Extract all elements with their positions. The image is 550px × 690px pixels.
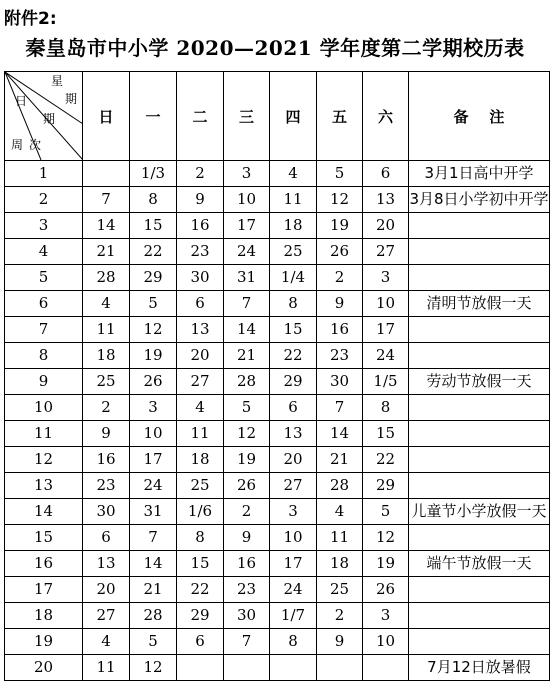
date-cell: 30 (317, 369, 363, 395)
week-number-cell: 18 (5, 603, 83, 629)
date-cell: 28 (317, 473, 363, 499)
header-saturday: 六 (363, 72, 409, 161)
date-cell: 14 (317, 421, 363, 447)
date-cell: 31 (224, 265, 270, 291)
week-number-cell: 12 (5, 447, 83, 473)
page-title: 秦皇岛市中小学 2020—2021 学年度第二学期校历表 (25, 36, 525, 60)
date-cell: 22 (363, 447, 409, 473)
date-cell: 23 (177, 239, 224, 265)
date-cell: 11 (177, 421, 224, 447)
week-number-cell: 3 (5, 213, 83, 239)
date-cell: 26 (317, 239, 363, 265)
date-cell: 21 (83, 239, 130, 265)
date-cell: 20 (83, 577, 130, 603)
date-cell: 10 (363, 291, 409, 317)
week-row (5, 421, 550, 447)
date-cell: 19 (224, 447, 270, 473)
week-number-cell: 17 (5, 577, 83, 603)
date-cell: 13 (83, 551, 130, 577)
date-cell: 20 (363, 213, 409, 239)
date-cell: 9 (317, 629, 363, 655)
date-cell: 17 (224, 213, 270, 239)
date-cell: 25 (83, 369, 130, 395)
date-cell: 20 (177, 343, 224, 369)
week-row (5, 161, 550, 187)
date-cell: 1/6 (177, 499, 224, 525)
date-cell: 29 (177, 603, 224, 629)
note-cell: 3月1日高中开学 (409, 161, 550, 187)
date-cell: 7 (224, 629, 270, 655)
date-cell: 14 (224, 317, 270, 343)
note-cell (409, 395, 550, 421)
week-number-cell: 6 (5, 291, 83, 317)
date-cell: 24 (363, 343, 409, 369)
week-row (5, 525, 550, 551)
date-cell: 24 (130, 473, 177, 499)
date-cell: 5 (130, 291, 177, 317)
note-cell (409, 343, 550, 369)
week-row (5, 655, 550, 681)
date-cell: 3 (363, 265, 409, 291)
date-cell: 3 (130, 395, 177, 421)
header-notes: 备 注 (409, 72, 550, 161)
week-row (5, 265, 550, 291)
date-cell: 1/3 (130, 161, 177, 187)
note-cell: 儿童节小学放假一天 (409, 499, 550, 525)
note-cell (409, 603, 550, 629)
date-cell: 9 (317, 291, 363, 317)
week-number-cell: 10 (5, 395, 83, 421)
note-cell (409, 213, 550, 239)
date-cell: 21 (130, 577, 177, 603)
note-cell: 端午节放假一天 (409, 551, 550, 577)
week-number-cell: 1 (5, 161, 83, 187)
date-cell: 1/4 (270, 265, 317, 291)
date-cell: 22 (270, 343, 317, 369)
week-number-cell: 4 (5, 239, 83, 265)
week-number-cell: 8 (5, 343, 83, 369)
date-cell: 12 (130, 317, 177, 343)
date-cell: 4 (317, 499, 363, 525)
date-cell: 5 (224, 395, 270, 421)
note-cell (409, 629, 550, 655)
date-cell: 21 (224, 343, 270, 369)
date-cell: 16 (317, 317, 363, 343)
date-cell: 2 (224, 499, 270, 525)
date-cell: 5 (317, 161, 363, 187)
date-cell: 27 (270, 473, 317, 499)
date-cell (83, 161, 130, 187)
date-cell: 22 (177, 577, 224, 603)
date-cell: 17 (270, 551, 317, 577)
week-row (5, 187, 550, 213)
note-cell (409, 421, 550, 447)
header-tuesday: 二 (177, 72, 224, 161)
date-cell: 12 (317, 187, 363, 213)
date-cell: 17 (363, 317, 409, 343)
date-cell: 4 (83, 291, 130, 317)
note-cell (409, 265, 550, 291)
note-cell (409, 577, 550, 603)
school-calendar-table (4, 71, 550, 681)
week-number-cell: 11 (5, 421, 83, 447)
date-cell: 7 (224, 291, 270, 317)
date-cell: 6 (177, 629, 224, 655)
date-cell: 29 (130, 265, 177, 291)
corner-label-xing: 星 (51, 74, 64, 88)
header-thursday: 四 (270, 72, 317, 161)
date-cell: 12 (363, 525, 409, 551)
date-cell: 31 (130, 499, 177, 525)
date-cell: 3 (224, 161, 270, 187)
date-cell: 23 (83, 473, 130, 499)
week-number-cell: 15 (5, 525, 83, 551)
date-cell: 27 (177, 369, 224, 395)
date-cell: 18 (317, 551, 363, 577)
date-cell: 16 (83, 447, 130, 473)
date-cell: 10 (130, 421, 177, 447)
date-cell: 30 (83, 499, 130, 525)
date-cell: 25 (177, 473, 224, 499)
date-cell: 23 (317, 343, 363, 369)
date-cell: 1/7 (270, 603, 317, 629)
date-cell: 9 (83, 421, 130, 447)
date-cell: 11 (83, 655, 130, 681)
date-cell: 24 (270, 577, 317, 603)
date-cell: 19 (130, 343, 177, 369)
header-monday: 一 (130, 72, 177, 161)
date-cell: 8 (270, 629, 317, 655)
date-cell: 18 (177, 447, 224, 473)
date-cell: 28 (83, 265, 130, 291)
date-cell: 6 (270, 395, 317, 421)
date-cell: 4 (270, 161, 317, 187)
week-number-cell: 13 (5, 473, 83, 499)
week-row (5, 577, 550, 603)
date-cell: 27 (83, 603, 130, 629)
week-number-cell: 16 (5, 551, 83, 577)
week-number-cell: 7 (5, 317, 83, 343)
date-cell: 7 (130, 525, 177, 551)
note-cell (409, 447, 550, 473)
week-number-cell: 19 (5, 629, 83, 655)
header-row (5, 72, 550, 161)
note-cell: 劳动节放假一天 (409, 369, 550, 395)
note-cell (409, 525, 550, 551)
date-cell: 9 (224, 525, 270, 551)
date-cell: 18 (270, 213, 317, 239)
date-cell: 18 (83, 343, 130, 369)
week-row (5, 213, 550, 239)
week-row (5, 291, 550, 317)
date-cell: 13 (270, 421, 317, 447)
date-cell: 24 (224, 239, 270, 265)
date-cell: 30 (177, 265, 224, 291)
header-wednesday: 三 (224, 72, 270, 161)
week-row (5, 395, 550, 421)
date-cell: 15 (130, 213, 177, 239)
date-cell: 15 (177, 551, 224, 577)
note-cell: 3月8日小学初中开学 (409, 187, 550, 213)
date-cell: 7 (83, 187, 130, 213)
date-cell (317, 655, 363, 681)
date-cell: 2 (83, 395, 130, 421)
week-row (5, 499, 550, 525)
note-cell: 7月12日放暑假 (409, 655, 550, 681)
date-cell (363, 655, 409, 681)
date-cell: 22 (130, 239, 177, 265)
date-cell: 2 (317, 265, 363, 291)
date-cell: 15 (363, 421, 409, 447)
date-cell: 26 (130, 369, 177, 395)
date-cell: 28 (130, 603, 177, 629)
corner-label-qi-1: 期 (65, 92, 78, 106)
week-row (5, 239, 550, 265)
date-cell: 4 (177, 395, 224, 421)
date-cell: 5 (363, 499, 409, 525)
date-cell: 25 (317, 577, 363, 603)
date-cell: 26 (363, 577, 409, 603)
date-cell: 10 (224, 187, 270, 213)
date-cell: 3 (270, 499, 317, 525)
header-friday: 五 (317, 72, 363, 161)
date-cell: 16 (224, 551, 270, 577)
date-cell (270, 655, 317, 681)
note-cell: 清明节放假一天 (409, 291, 550, 317)
date-cell: 12 (224, 421, 270, 447)
date-cell: 8 (177, 525, 224, 551)
week-number-cell: 20 (5, 655, 83, 681)
week-row (5, 473, 550, 499)
date-cell: 23 (224, 577, 270, 603)
date-cell: 27 (363, 239, 409, 265)
date-cell: 15 (270, 317, 317, 343)
date-cell: 11 (270, 187, 317, 213)
date-cell: 25 (270, 239, 317, 265)
note-cell (409, 239, 550, 265)
date-cell: 5 (130, 629, 177, 655)
date-cell: 14 (130, 551, 177, 577)
date-cell: 8 (363, 395, 409, 421)
week-row (5, 629, 550, 655)
date-cell: 10 (270, 525, 317, 551)
corner-label-ri: 日 (15, 94, 28, 108)
date-cell: 21 (317, 447, 363, 473)
date-cell: 7 (317, 395, 363, 421)
date-cell: 12 (130, 655, 177, 681)
date-cell: 4 (83, 629, 130, 655)
date-cell (224, 655, 270, 681)
corner-label-ci: 次 (29, 138, 42, 152)
date-cell: 19 (363, 551, 409, 577)
date-cell: 13 (363, 187, 409, 213)
date-cell: 14 (83, 213, 130, 239)
date-cell: 9 (177, 187, 224, 213)
date-cell: 17 (130, 447, 177, 473)
date-cell: 29 (270, 369, 317, 395)
week-row (5, 447, 550, 473)
week-row (5, 603, 550, 629)
date-cell: 28 (224, 369, 270, 395)
date-cell: 19 (317, 213, 363, 239)
header-sunday: 日 (83, 72, 130, 161)
date-cell: 13 (177, 317, 224, 343)
corner-label-qi-2: 期 (43, 112, 56, 126)
date-cell: 8 (130, 187, 177, 213)
note-cell (409, 473, 550, 499)
corner-label-zhou: 周 (11, 138, 24, 152)
date-cell: 6 (363, 161, 409, 187)
date-cell: 8 (270, 291, 317, 317)
date-cell: 29 (363, 473, 409, 499)
date-cell: 2 (317, 603, 363, 629)
date-cell: 20 (270, 447, 317, 473)
date-cell: 30 (224, 603, 270, 629)
date-cell: 2 (177, 161, 224, 187)
diagonal-header-cell (5, 72, 83, 161)
date-cell: 6 (83, 525, 130, 551)
date-cell: 1/5 (363, 369, 409, 395)
date-cell: 11 (317, 525, 363, 551)
attachment-label: 附件2: (4, 9, 57, 29)
note-cell (409, 317, 550, 343)
date-cell (177, 655, 224, 681)
week-number-cell: 5 (5, 265, 83, 291)
week-row (5, 317, 550, 343)
date-cell: 26 (224, 473, 270, 499)
date-cell: 6 (177, 291, 224, 317)
date-cell: 10 (363, 629, 409, 655)
week-number-cell: 2 (5, 187, 83, 213)
week-row (5, 343, 550, 369)
date-cell: 11 (83, 317, 130, 343)
week-row (5, 551, 550, 577)
week-number-cell: 14 (5, 499, 83, 525)
week-row (5, 369, 550, 395)
date-cell: 3 (363, 603, 409, 629)
date-cell: 16 (177, 213, 224, 239)
week-number-cell: 9 (5, 369, 83, 395)
